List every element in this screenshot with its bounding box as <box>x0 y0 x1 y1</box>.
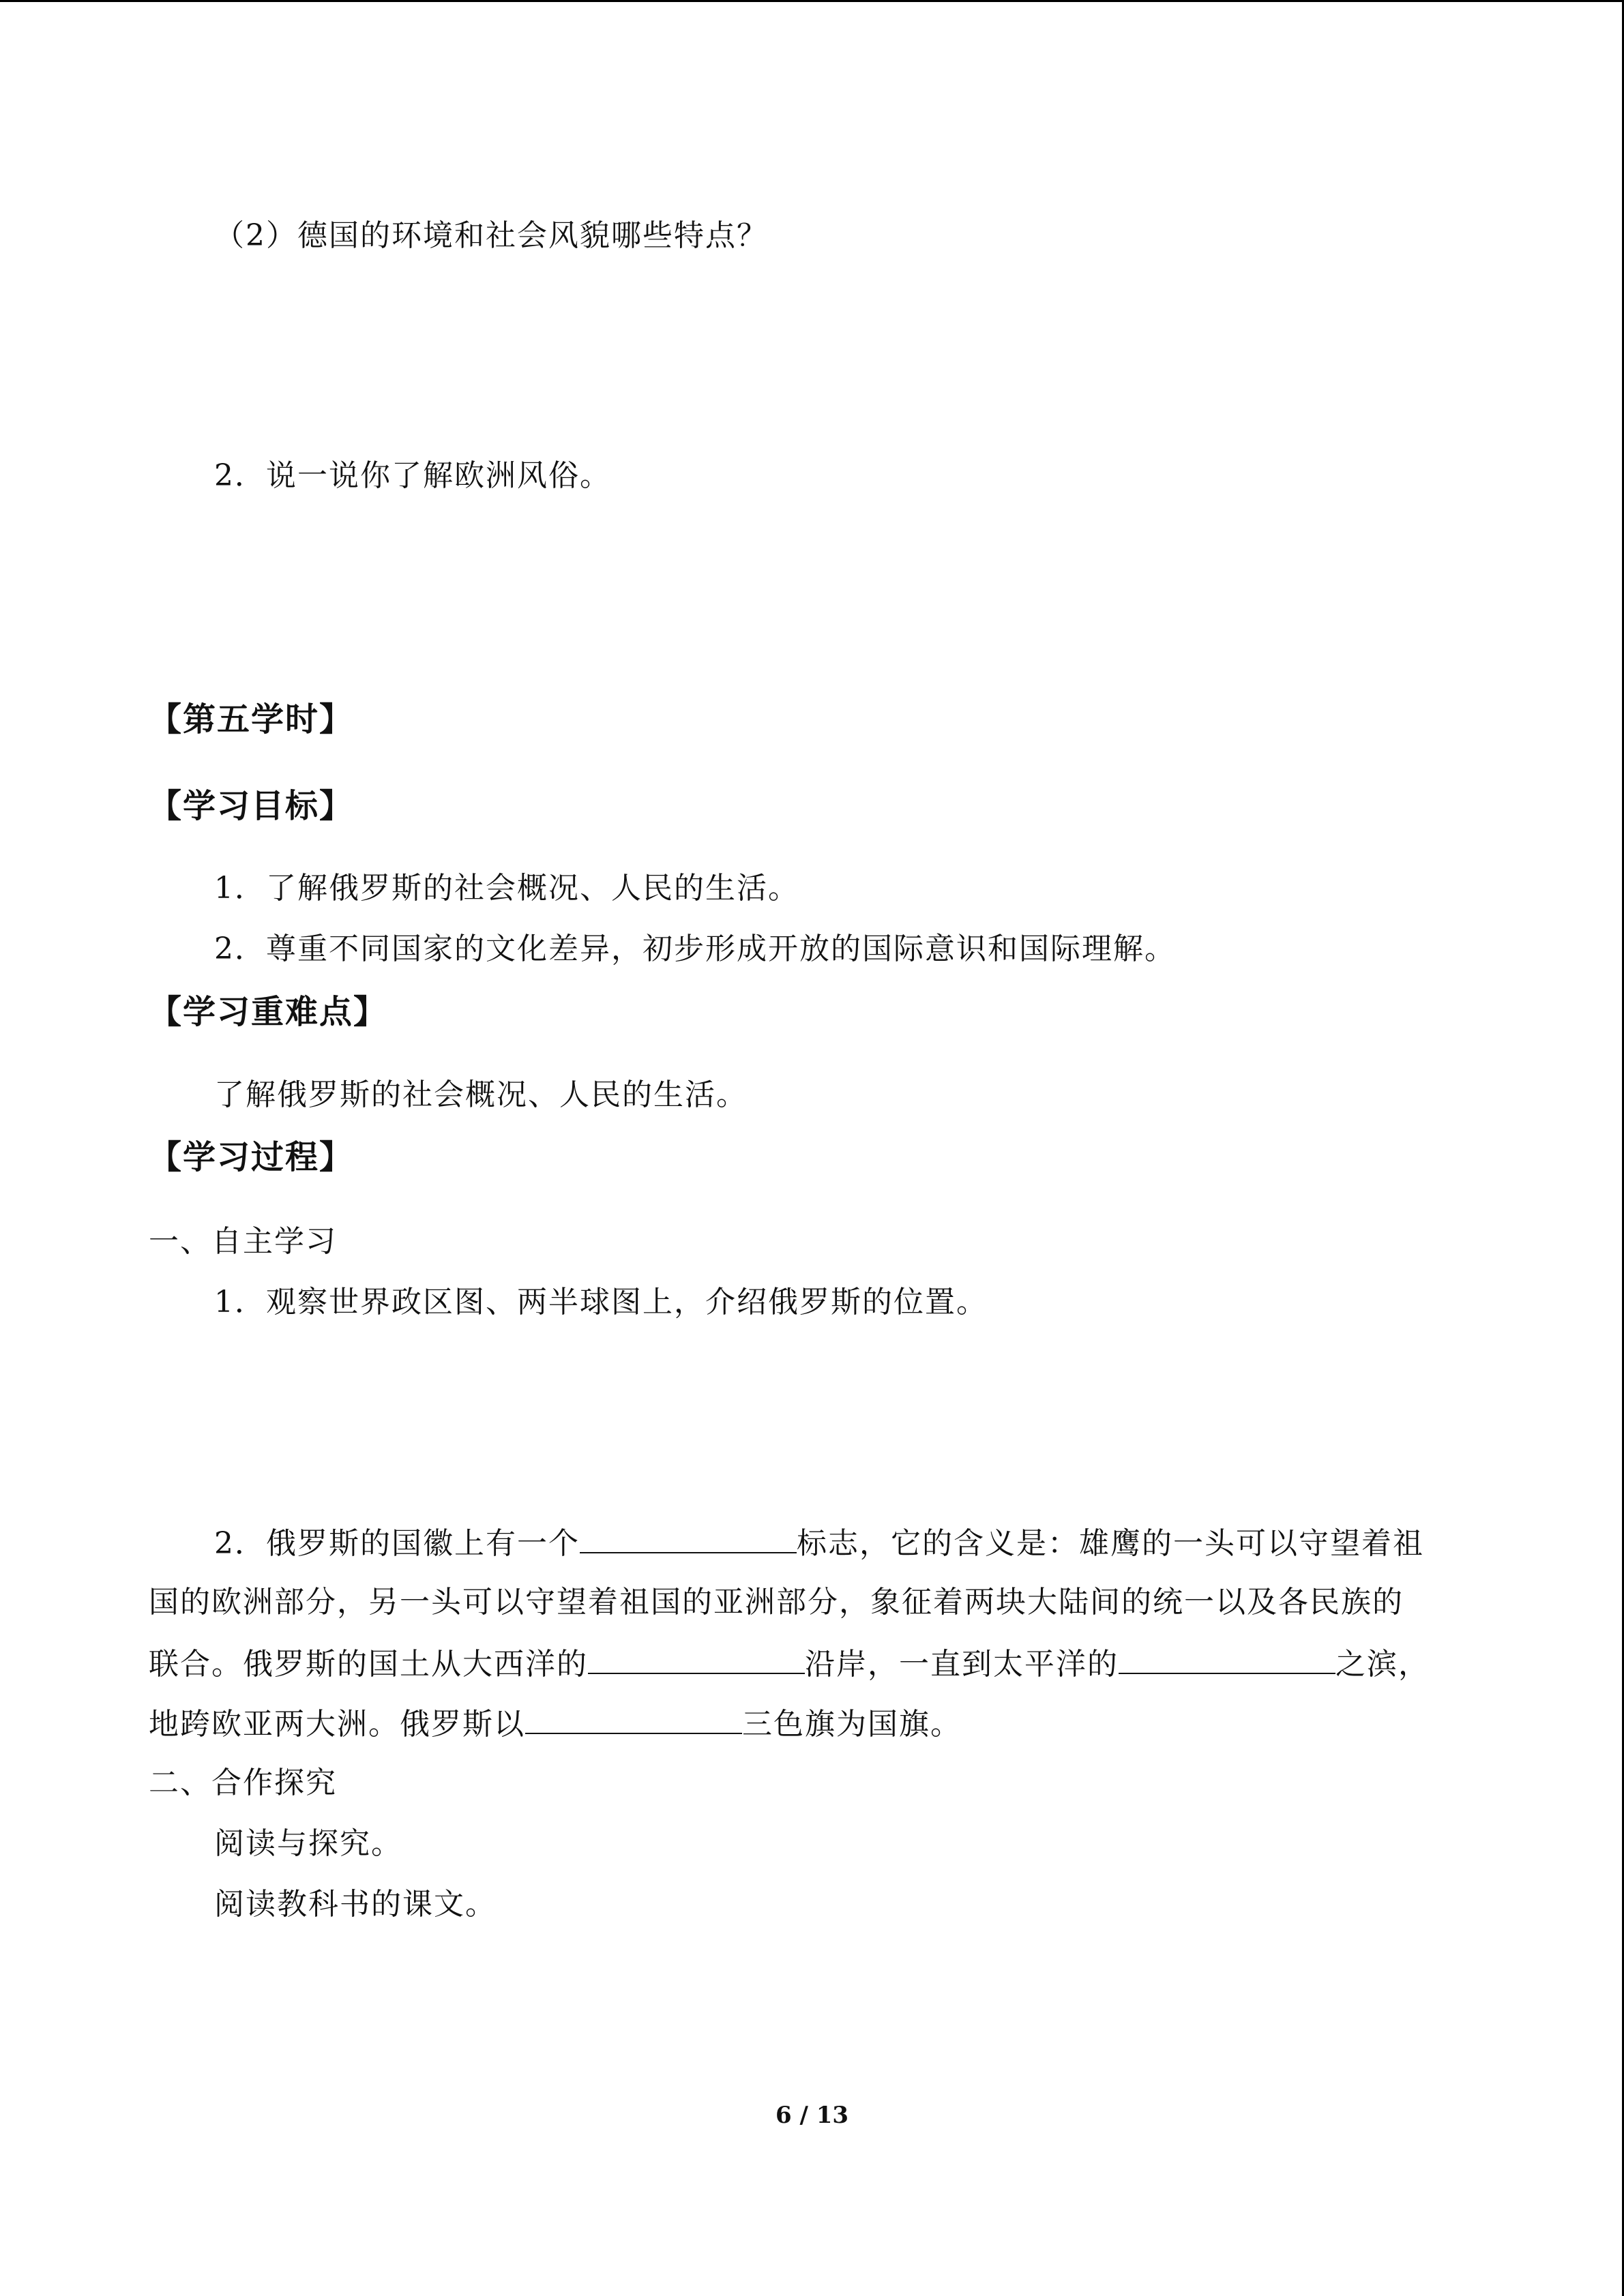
goal-2: 2．尊重不同国家的文化差异，初步形成开放的国际意识和国际理解。 <box>214 931 1176 966</box>
section-cooperative-inquiry: 二、合作探究 <box>149 1765 337 1800</box>
section-self-study: 一、自主学习 <box>149 1224 337 1259</box>
task-2-line-4-text-b: 三色旗为国旗。 <box>742 1707 962 1742</box>
task-2-line-1-text-b: 标志，它的含义是：雄鹰的一头可以守望着祖 <box>797 1526 1424 1561</box>
lesson-5-heading: 【第五学时】 <box>149 700 354 739</box>
reading-inquiry: 阅读与探究。 <box>214 1826 402 1861</box>
item-2-europe-customs: 2．说一说你了解欧洲风俗。 <box>214 458 611 493</box>
task-2-line-1 <box>214 1522 1424 1564</box>
task-2-line-3-text-b: 沿岸，一直到太平洋的 <box>805 1647 1119 1682</box>
page-border-top <box>0 0 1624 2</box>
task-2-line-3 <box>149 1643 1430 1685</box>
task-1: 1．观察世界政区图、两半球图上，介绍俄罗斯的位置。 <box>214 1285 988 1320</box>
learning-process-heading: 【学习过程】 <box>149 1138 354 1176</box>
task-2-line-2: 国的欧洲部分，另一头可以守望着祖国的亚洲部分，象征着两块大陆间的统一以及各民族的 <box>149 1585 1404 1620</box>
task-2-line-4 <box>149 1703 962 1745</box>
key-points-text: 了解俄罗斯的社会概况、人民的生活。 <box>214 1077 748 1112</box>
reading-textbook: 阅读教科书的课文。 <box>214 1887 497 1922</box>
learning-goals-heading: 【学习目标】 <box>149 787 354 825</box>
fill-blank-flag-colors[interactable] <box>525 1703 742 1734</box>
fill-blank-emblem[interactable] <box>580 1522 797 1553</box>
fill-blank-atlantic[interactable] <box>588 1643 805 1674</box>
task-2-line-3-text-c: 之滨， <box>1335 1647 1430 1682</box>
task-2-line-4-text-a: 地跨欧亚两大洲。俄罗斯以 <box>149 1707 525 1742</box>
key-points-heading: 【学习重难点】 <box>149 993 388 1031</box>
goal-1: 1．了解俄罗斯的社会概况、人民的生活。 <box>214 871 799 906</box>
fill-blank-pacific[interactable] <box>1119 1643 1335 1674</box>
page-number: 6 / 13 <box>775 2102 849 2129</box>
task-2-line-1-text-a: 2．俄罗斯的国徽上有一个 <box>214 1526 580 1561</box>
question-2: （2）德国的环境和社会风貌哪些特点？ <box>214 218 768 253</box>
task-2-line-3-text-a: 联合。俄罗斯的国土从大西洋的 <box>149 1647 588 1682</box>
